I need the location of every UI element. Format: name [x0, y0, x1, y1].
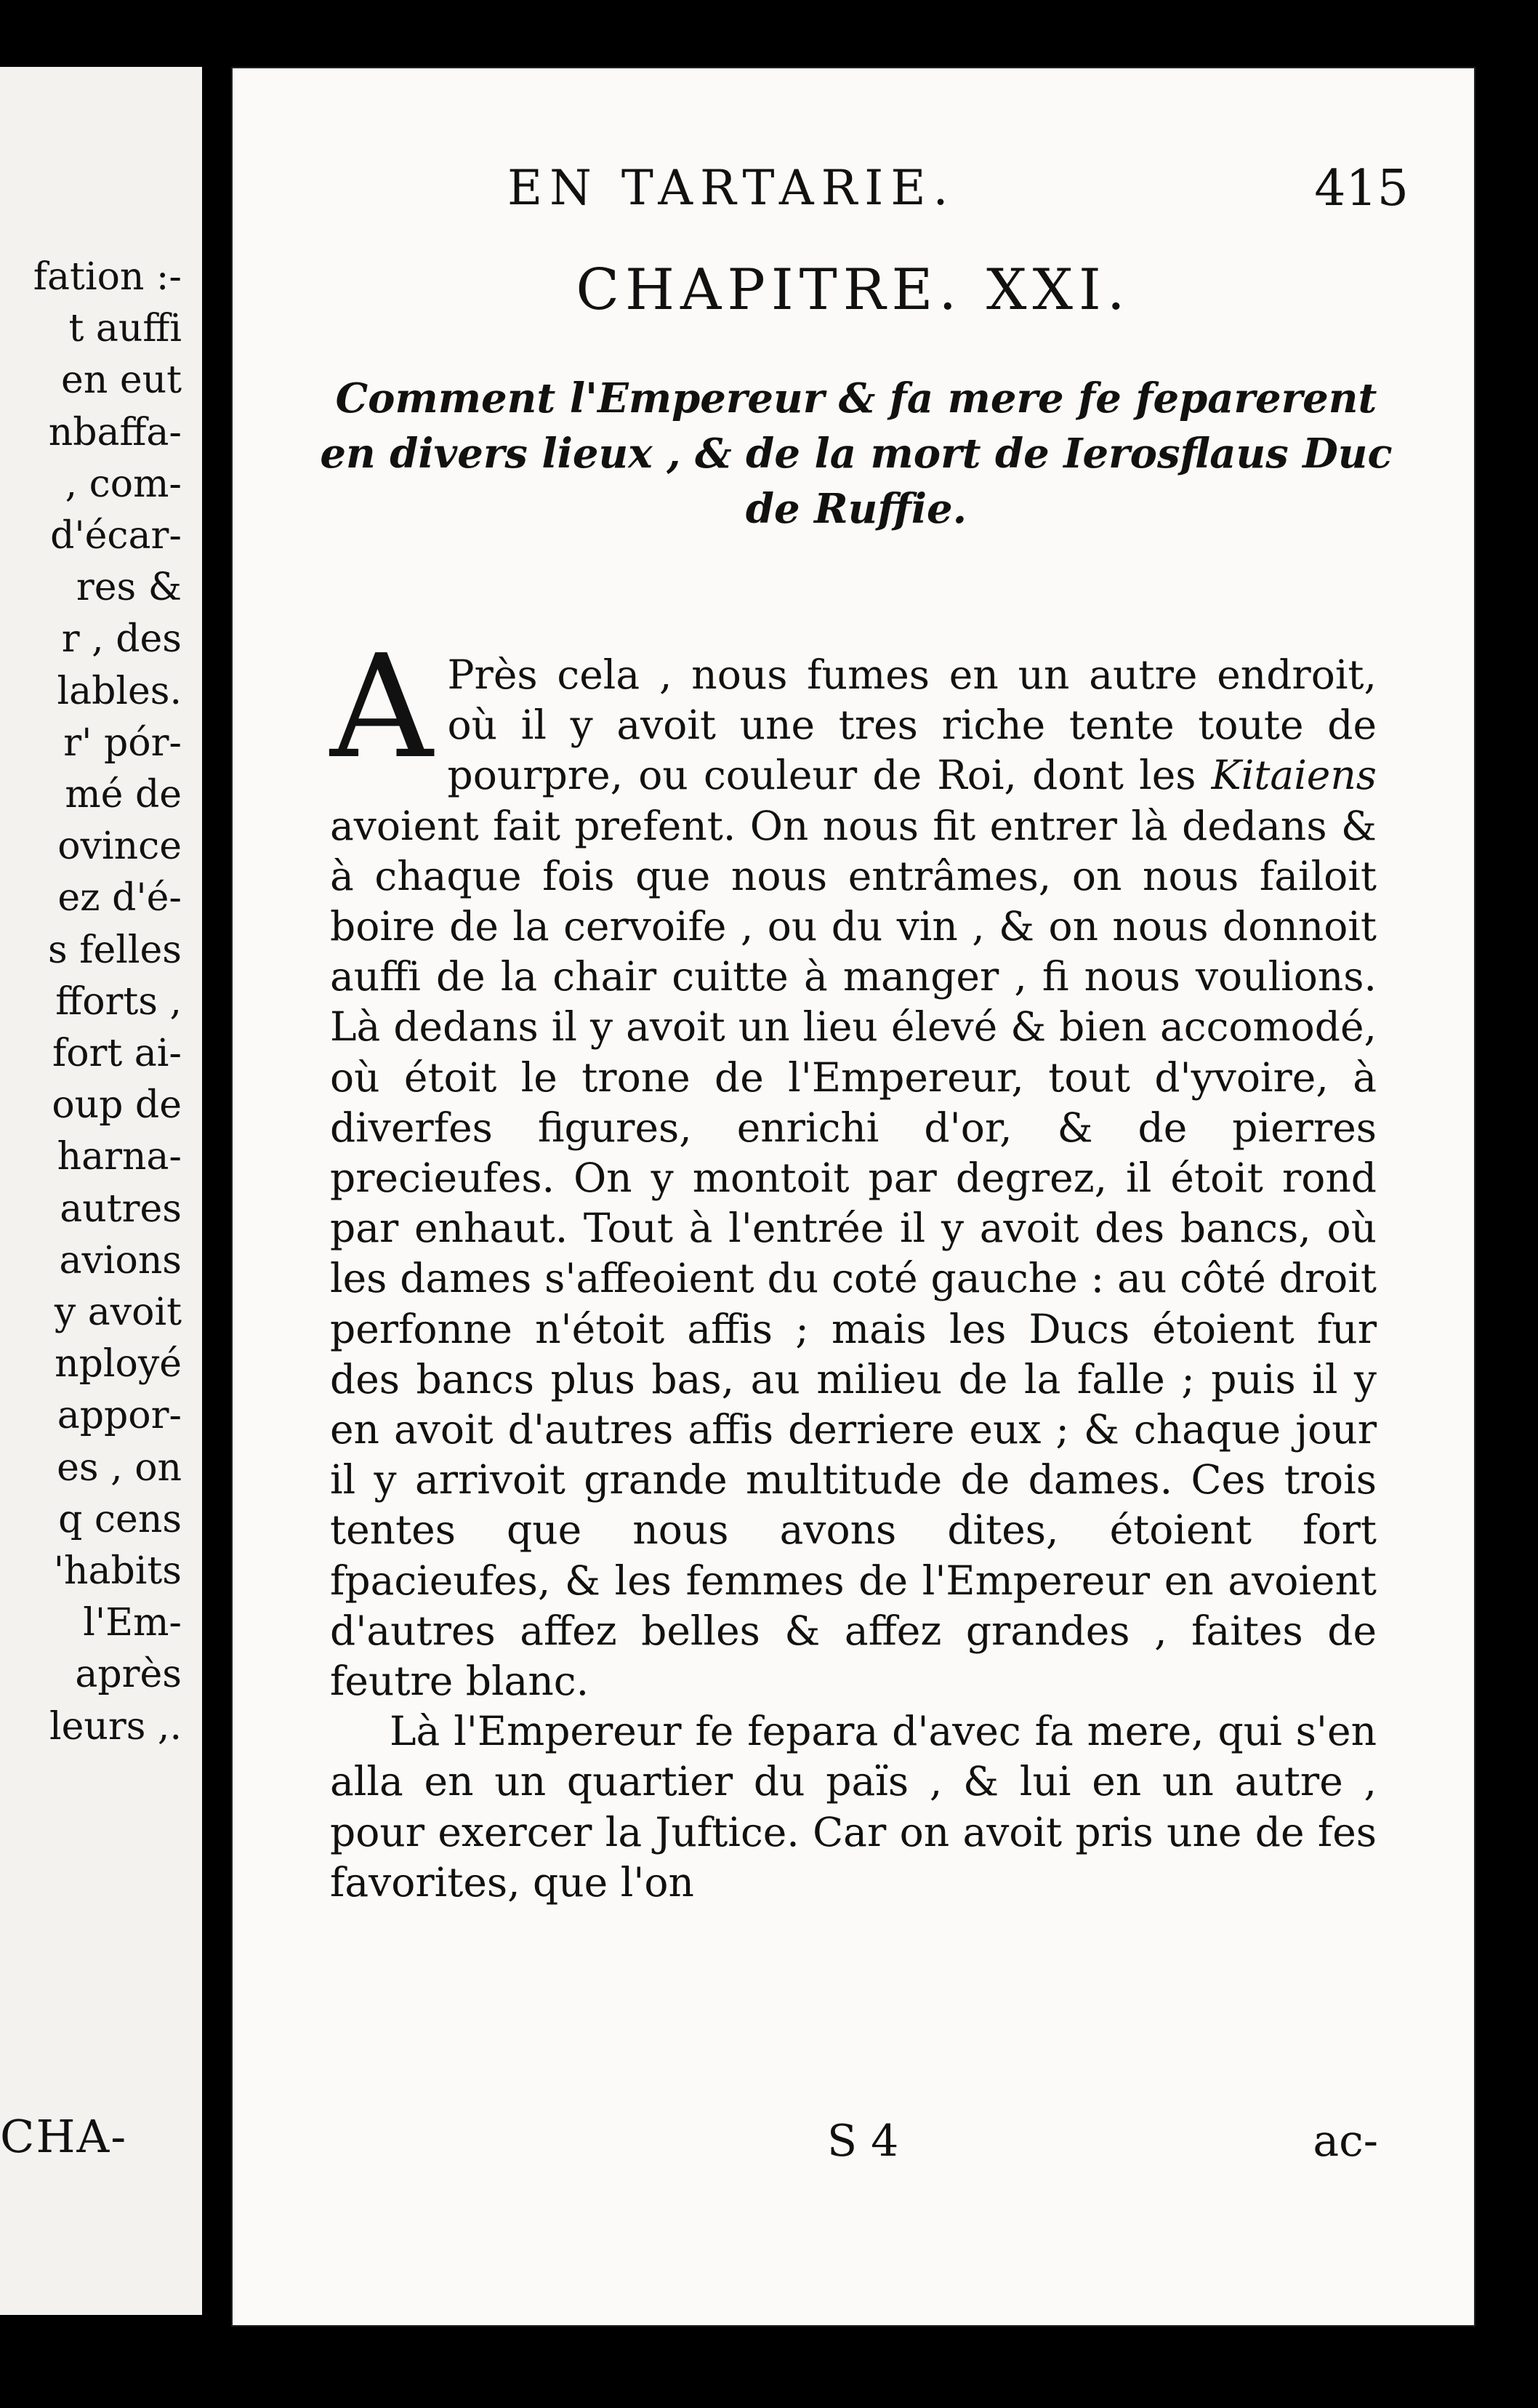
left-line: es , on [57, 1445, 182, 1490]
chapter-summary: Comment l'Empereur & fa mere fe feparerent en divers lieux , & de la mort de Ierosflaus Duc de Ruffie. [320, 374, 1393, 533]
left-line: , com- [65, 462, 182, 506]
paragraph-text: avoient fait prefent. On nous fit entrer là dedans & à chaque fois que nous entrâmes, on nous failoit boire de la cervoife , ou du vin , & on nous donnoit auffi de la chair cuitte à manger , fi nous voulions. Là dedans il y avoit un lieu élevé & bien accomodé, où étoit le trone de l'Empereur, tout d'yvoire, à diverfes figures, enrichi d'or, & de pierres precieufes. On y montoit par degrez, il étoit rond par enhaut. Tout à l'entrée il y avoit des bancs, où les dames s'affeoient du coté gauche : au côté droit perfonne n'étoit affis ; mais les Ducs étoient fur des bancs plus bas, au milieu de la falle ; puis il y en avoit d'autres affis derriere eux ; & chaque jour il y arrivoit grande multitude de dames. Ces trois tentes que nous avons dites, étoient fort fpacieufes, & les femmes de l'Empereur en avoient d'autres affez belles & affez grandes , faites de feutre blanc. [330, 802, 1377, 1705]
left-line: mé de [65, 773, 182, 817]
left-line: fforts , [55, 979, 182, 1024]
body-text [330, 625, 1377, 1908]
book-page [231, 67, 1475, 2327]
left-line: en eut [61, 358, 182, 403]
left-line: nployé [55, 1342, 182, 1386]
catchword: ac- [1313, 2116, 1378, 2167]
previous-page-text [0, 252, 182, 1753]
running-title: EN TARTARIE. [507, 160, 956, 216]
chapter-title: CHAPITRE. XXI. [576, 257, 1131, 323]
left-line: d'écar- [50, 514, 182, 558]
left-line: après [75, 1653, 182, 1697]
signature-mark: S 4 [827, 2116, 899, 2167]
left-line: leurs ,. [49, 1704, 182, 1749]
left-line: l'Em- [83, 1601, 182, 1645]
left-line: avions [59, 1238, 182, 1283]
previous-page-fragment [0, 67, 209, 2315]
left-line: lables. [57, 669, 182, 713]
drop-cap: A [330, 625, 433, 790]
left-line: autres [60, 1187, 182, 1231]
page-number: 415 [1314, 160, 1409, 217]
left-line: ez d'é- [57, 876, 182, 920]
left-line: s felles [48, 928, 182, 972]
left-line: fort ai- [52, 1032, 182, 1076]
left-line: fation :- [33, 255, 182, 299]
paragraph: Là l'Empereur fe fepara d'avec fa mere, qui s'en alla en un quartier du païs , & lui en un autre , pour exercer la Juftice. Car on avoit pris une de fes favorites, que l'on [330, 1708, 1377, 1906]
left-line: 'habits [53, 1549, 182, 1594]
italic-term: Kitaiens [1211, 752, 1377, 799]
running-head [507, 160, 1409, 225]
previous-page-catchword: CHA- [0, 2110, 128, 2163]
left-line: r' pór- [63, 721, 182, 765]
paragraph-text: Près cela , nous fumes en un autre endroit, où il y avoit une tres riche tente toute de pourpre, ou couleur de Roi, dont les [447, 651, 1377, 799]
left-line: nbaffa- [48, 410, 182, 454]
left-line: r , des [61, 617, 182, 662]
left-line: ovince [57, 824, 182, 869]
left-line: res & [76, 566, 182, 610]
left-line: oup de [52, 1083, 182, 1128]
left-line: appor- [57, 1394, 182, 1438]
left-line: t auffi [68, 307, 182, 351]
paragraph [330, 625, 1377, 1706]
left-line: q cens [58, 1497, 182, 1541]
left-line: y avoit [54, 1291, 182, 1335]
left-line: harna- [57, 1135, 182, 1179]
